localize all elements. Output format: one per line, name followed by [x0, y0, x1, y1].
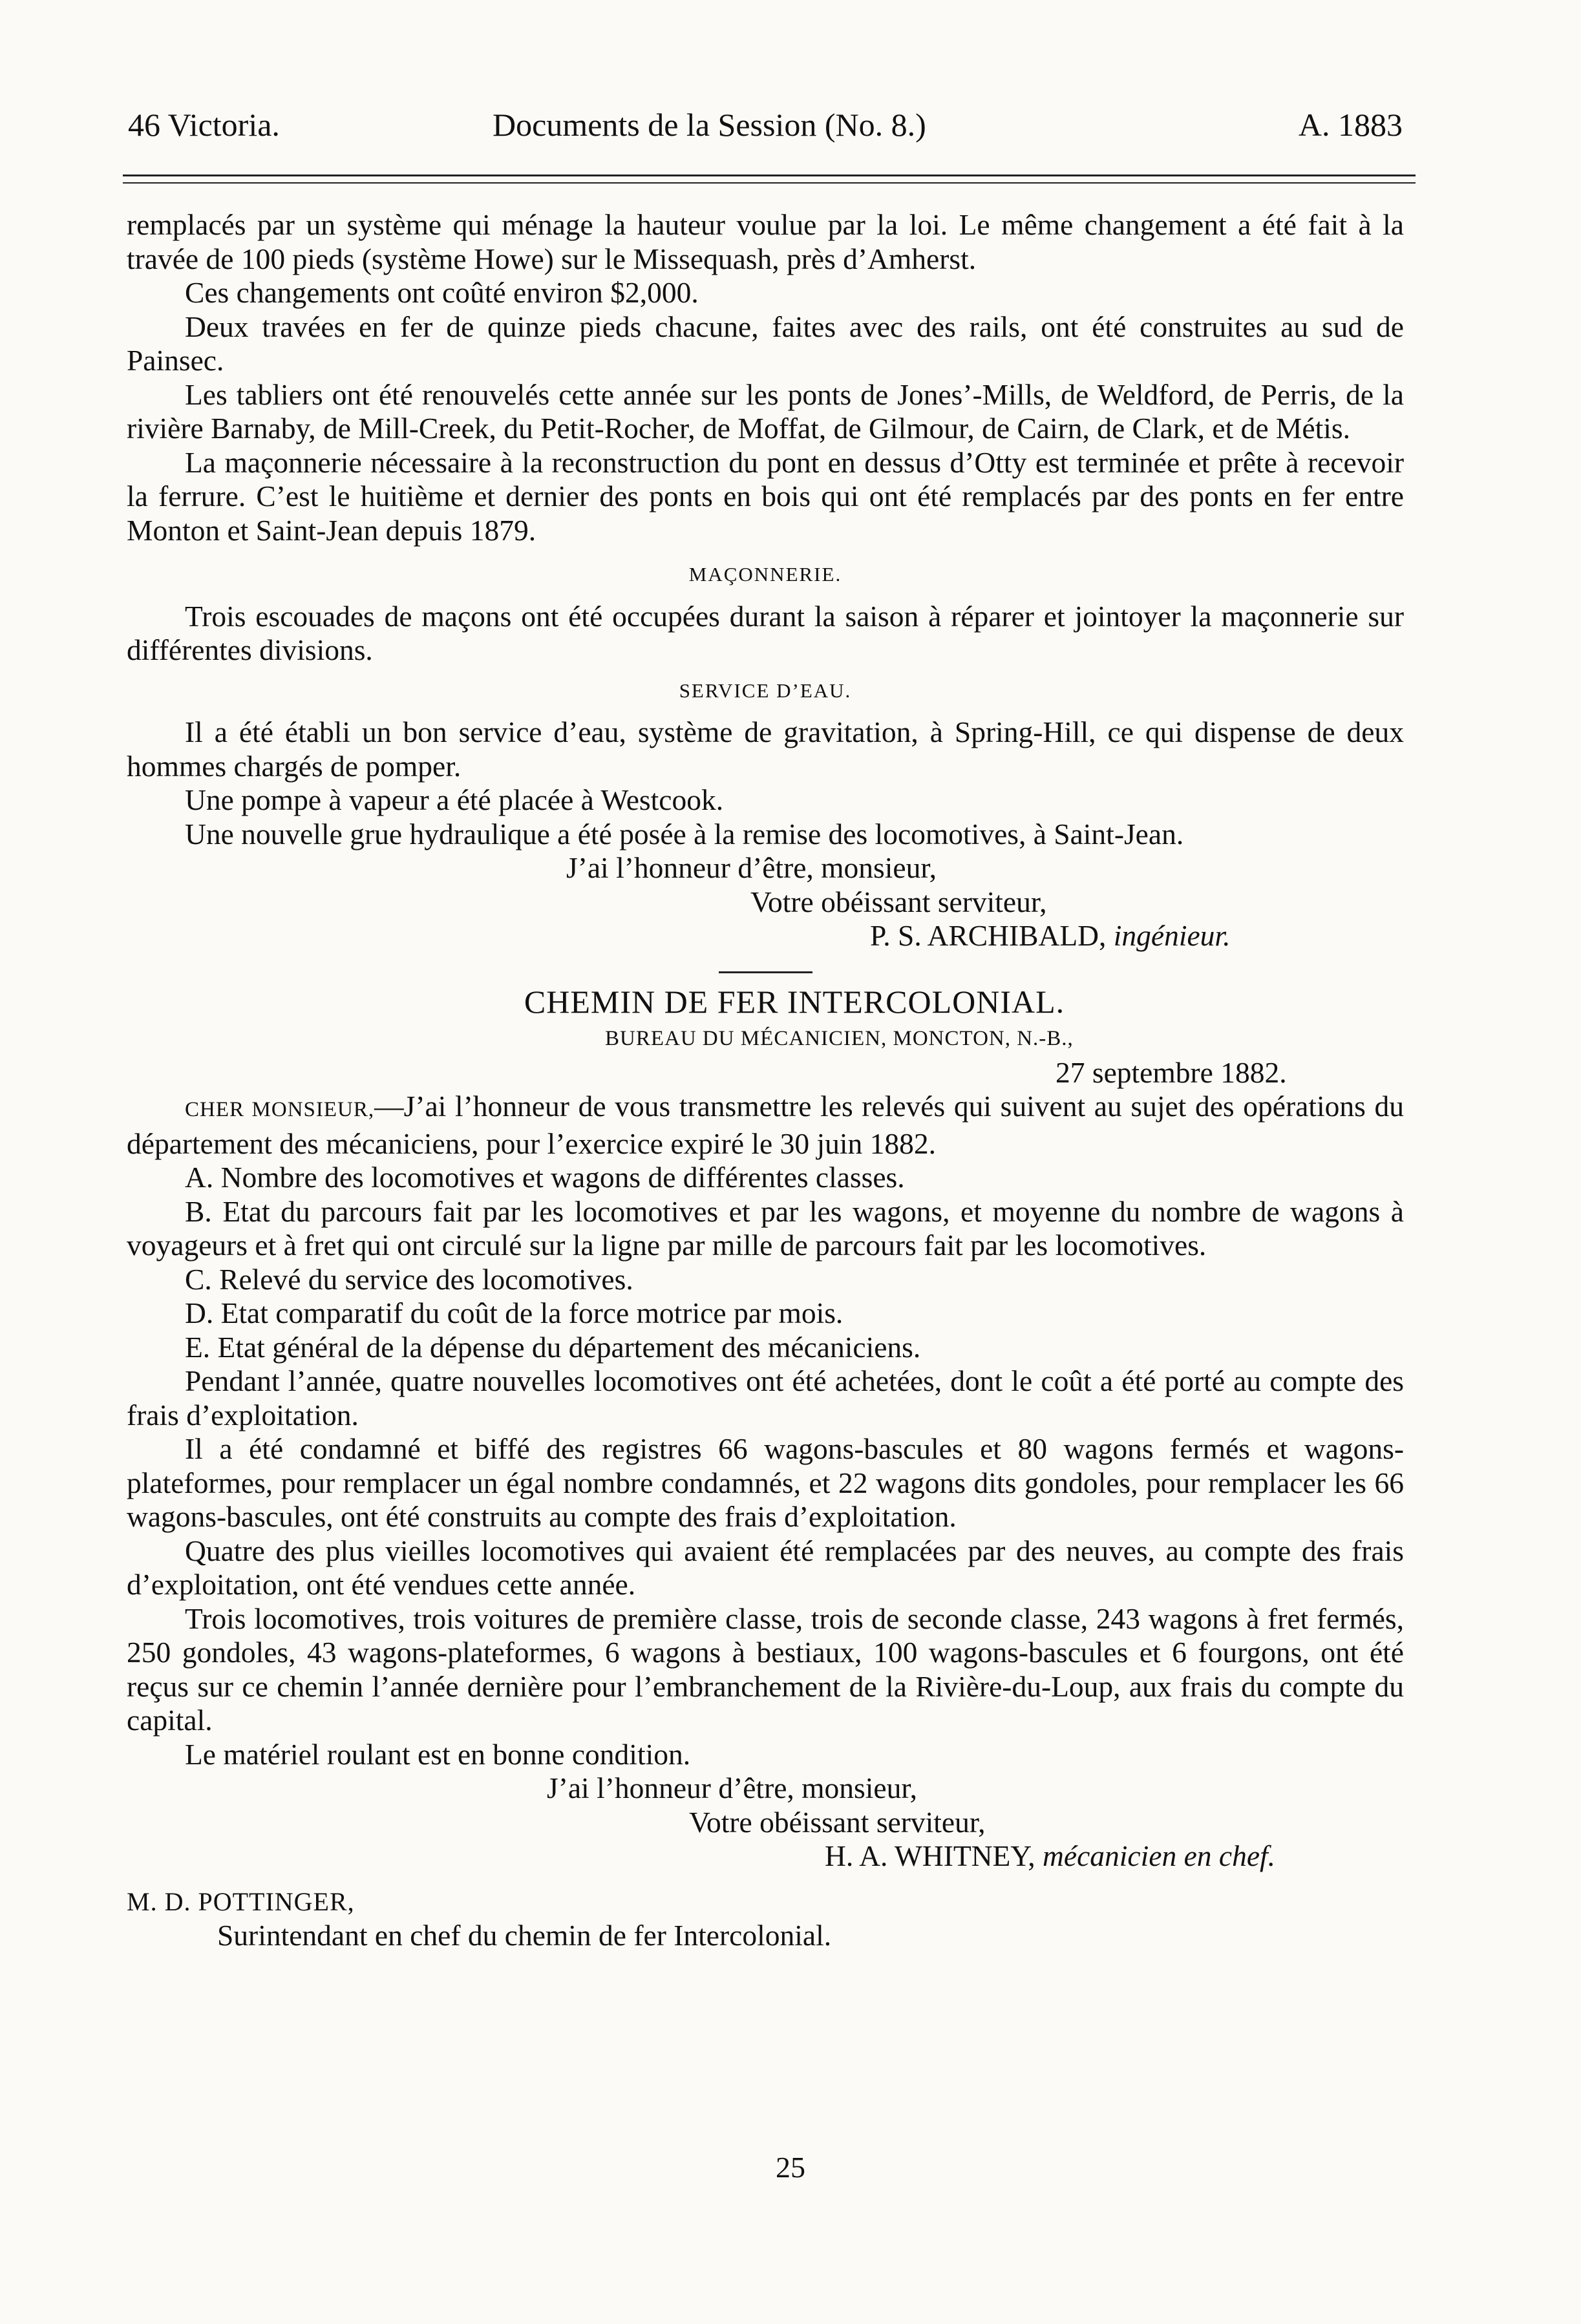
paragraph: Il a été condamné et biffé des registres 66 wagons-bascules et 80 wagons fermés et wagons-plateformes, pour remplacer un égal nombre condamnés, et 22 wagons dits gondoles, pour remplacer les 66 wagons-bascules, ont été construits au compte des frais d’exploitation. — [127, 1432, 1404, 1533]
header-rule-thin — [123, 182, 1416, 184]
paragraph: Une pompe à vapeur a été placée à Westcook. — [185, 783, 724, 816]
section-heading: SERVICE D’EAU. — [679, 679, 852, 702]
addressee-name: M. D. POTTINGER, — [127, 1886, 355, 1916]
signature — [127, 919, 1404, 953]
header-session: 46 Victoria. — [128, 107, 280, 143]
signature-name: H. A. WHITNEY, — [825, 1839, 1035, 1872]
list-item: C. Relevé du service des locomotives. — [185, 1262, 633, 1296]
signature-name: P. S. ARCHIBALD, — [870, 919, 1107, 952]
paragraph: Deux travées en fer de quinze pieds chacune, faites avec des rails, ont été construites au sud de Painsec. — [127, 310, 1404, 377]
paragraph: Les tabliers ont été renouvelés cette année sur les ponts de Jones’-Mills, de Weldford, de Perris, de la rivière Barnaby, de Mill-Creek, du Petit-Rocher, de Moffat, de Gilmour, de Cairn, de Clark, et de Métis. — [127, 377, 1404, 445]
addressee-title: Surintendant en chef du chemin de fer Intercolonial. — [217, 1919, 832, 1952]
header-rule — [123, 174, 1416, 176]
list-item: E. Etat général de la dépense du département des mécaniciens. — [185, 1330, 921, 1364]
closing-line: Votre obéissant serviteur, — [750, 885, 1047, 918]
paragraph: La maçonnerie nécessaire à la reconstruction du pont en dessus d’Otty est terminée et prête à recevoir la ferrure. C’est le huitième et dernier des ponts en bois qui ont été remplacés par des ponts en fer entre Monton et Saint-Jean depuis 1879. — [127, 445, 1404, 547]
paragraph: Une nouvelle grue hydraulique a été posée à la remise des locomotives, à Saint-Jean. — [185, 817, 1184, 850]
closing-line: Votre obéissant serviteur, — [689, 1805, 986, 1839]
section-divider — [719, 971, 812, 973]
list-item: B. Etat du parcours fait par les locomotives et par les wagons, et moyenne du nombre de wagons à voyageurs et à fret qui ont circulé sur la ligne par mille de parcours fait par les locomotives. — [127, 1194, 1404, 1262]
paragraph: Ces changements ont coûté environ $2,000. — [185, 276, 699, 309]
header-title: Documents de la Session (No. 8.) — [493, 107, 926, 143]
closing-line: J’ai l’honneur d’être, monsieur, — [566, 851, 937, 884]
signature-title: ingénieur. — [1113, 919, 1231, 952]
list-item: D. Etat comparatif du coût de la force motrice par mois. — [185, 1296, 844, 1329]
header-year: A. 1883 — [1298, 107, 1403, 143]
report-title: CHEMIN DE FER INTERCOLONIAL. — [524, 983, 1065, 1020]
paragraph: Le matériel roulant est en bonne condition. — [185, 1737, 691, 1771]
paragraph: Il a été établi un bon service d’eau, système de gravitation, à Spring-Hill, ce qui dispense de deux hommes chargés de pomper. — [127, 715, 1404, 783]
paragraph: remplacés par un système qui ménage la hauteur voulue par la loi. Le même changement a été fait à la travée de 100 pieds (système Howe) sur le Missequash, près d’Amherst. — [127, 208, 1404, 275]
dateline-place: BUREAU DU MÉCANICIEN, MONCTON, N.-B., — [605, 1027, 1074, 1050]
signature — [127, 1839, 1404, 1874]
dateline-date: 27 septembre 1882. — [1056, 1055, 1287, 1089]
paragraph: Trois locomotives, trois voitures de première classe, trois de seconde classe, 243 wagons à fret fermés, 250 gondoles, 43 wagons-plateformes, 6 wagons à bestiaux, 100 wagons-bascules et 6 fourgons, ont été reçus sur ce chemin l’année dernière pour l’embranchement de la Rivière-du-Loup, aux frais du compte du capital. — [127, 1601, 1404, 1737]
running-header — [123, 97, 1416, 155]
salutation: CHER MONSIEUR, — [185, 1098, 375, 1121]
section-heading: MAÇONNERIE. — [688, 563, 842, 586]
paragraph: CHER MONSIEUR,—J’ai l’honneur de vous transmettre les relevés qui suivent au sujet des opérations du département des mécaniciens, pour l’exercice expiré le 30 juin 1882. — [127, 1090, 1404, 1160]
paragraph: Trois escouades de maçons ont été occupées durant la saison à réparer et jointoyer la maçonnerie sur différentes divisions. — [127, 599, 1404, 666]
document-body — [127, 208, 1404, 1953]
page-number: 25 — [776, 2151, 805, 2184]
closing-line: J’ai l’honneur d’être, monsieur, — [547, 1771, 918, 1804]
paragraph: Quatre des plus vieilles locomotives qui avaient été remplacées par des neuves, au compte des frais d’exploitation, ont été vendues cette année. — [127, 1534, 1404, 1601]
paragraph: Pendant l’année, quatre nouvelles locomotives ont été achetées, dont le coût a été porté au compte des frais d’exploitation. — [127, 1364, 1404, 1431]
signature-title: mécanicien en chef. — [1043, 1839, 1276, 1872]
list-item: A. Nombre des locomotives et wagons de différentes classes. — [185, 1161, 905, 1194]
